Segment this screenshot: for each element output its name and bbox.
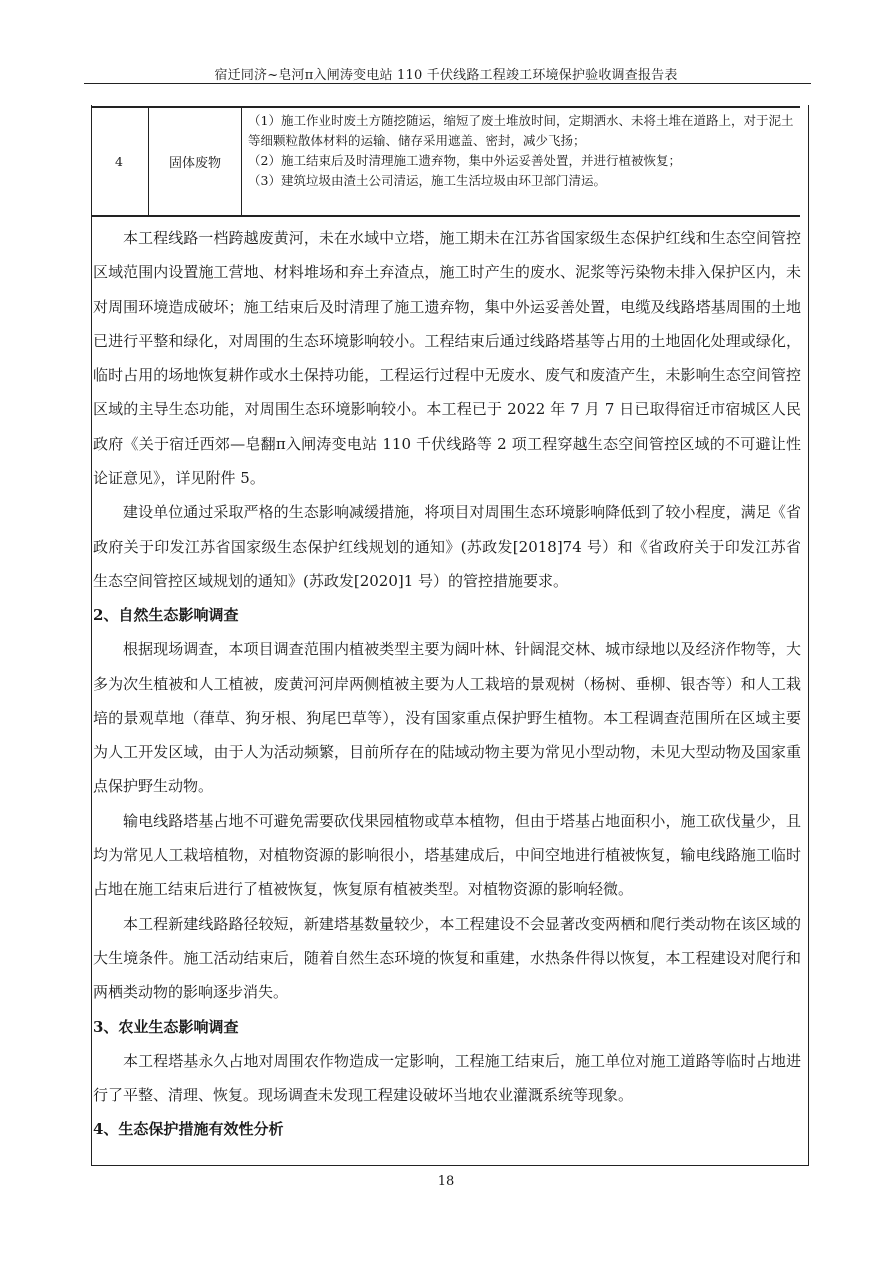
- page-number: 18: [437, 1174, 455, 1189]
- section-heading: 4、生态保护措施有效性分析: [93, 1120, 284, 1139]
- paragraph: 本工程新建线路路径较短，新建塔基数量较少，本工程建设不会显著改变两栖和爬行类动物在该区域的大生境条件。施工活动结束后，随着自然生态环境的恢复和重建，水热条件得以恢复，本工程建设对爬行和两栖类动物的影响逐步消失。: [93, 914, 801, 1002]
- measure-item: （1）施工作业时废土方随挖随运，缩短了废土堆放时间，定期洒水、未将土堆在道路上，对于泥土等细颗粒散体材料的运输、储存采用遮盖、密封，减少飞扬；: [248, 113, 794, 148]
- measure-item: （3）建筑垃圾由渣土公司清运，施工生活垃圾由环卫部门清运。: [248, 173, 606, 188]
- paragraph: 建设单位通过采取严格的生态影响减缓措施，将项目对周围生态环境影响降低到了较小程度，满足《省政府关于印发江苏省国家级生态保护红线规划的通知》(苏政发[2018]74 号）和《省政府关于印发江苏省生态空间管控区域规划的通知》(苏政发[2020]1 号）的管控措施要求。: [93, 503, 801, 590]
- section-heading: 3、农业生态影响调查: [93, 1017, 239, 1036]
- report-header-title: 宿迁同济~皂河π入闸涛变电站 110 千伏线路工程竣工环境保护验收调查报告表: [214, 68, 678, 83]
- paragraph: 输电线路塔基占地不可避免需要砍伐果园植物或草本植物，但由于塔基占地面积小，施工砍伐量少，且均为常见人工栽培植物，对植物资源的影响很小，塔基建成后，中间空地进行植被恢复，输电线路施工临时占地在施工结束后进行了植被恢复，恢复原有植被类型。对植物资源的影响轻微。: [93, 811, 801, 899]
- measures-table: [91, 107, 800, 217]
- row-category: 固体废物: [148, 107, 242, 215]
- paragraph: 根据现场调查，本项目调查范围内植被类型主要为阔叶林、针阔混交林、城市绿地以及经济作物等，大多为次生植被和人工植被，废黄河河岸两侧植被主要为人工栽培的景观树（杨树、垂柳、银杏等）和人工栽培的景观草地（葎草、狗牙根、狗尾巴草等），没有国家重点保护野生植物。本工程调查范围所在区域主要为人工开发区域，由于人为活动频繁，目前所存在的陆域动物主要为常见小型动物，未见大型动物及国家重点保护野生动物。: [93, 640, 801, 796]
- paragraph: 本工程塔基永久占地对周围农作物造成一定影响，工程施工结束后，施工单位对施工道路等临时占地进行了平整、清理、恢复。现场调查未发现工程建设破坏当地农业灌溉系统等现象。: [93, 1051, 801, 1104]
- measure-item: （2）施工结束后及时清理施工遗弃物，集中外运妥善处置，并进行植被恢复；: [248, 153, 681, 168]
- row-measures: [242, 111, 798, 191]
- paragraph: 本工程线路一档跨越废黄河，未在水域中立塔，施工期未在江苏省国家级生态保护红线和生态空间管控区域范围内设置施工营地、材料堆场和弃土弃渣点，施工时产生的废水、泥浆等污染物未排入保护区内，未对周围环境造成破坏；施工结束后及时清理了施工遗弃物，集中外运妥善处置，电缆及线路塔基周围的土地已进行平整和绿化，对周围的生态环境影响较小。工程结束后通过线路塔基等占用的土地固化处理或绿化，临时占用的场地恢复耕作或水土保持功能，工程运行过程中无废水、废气和废渣产生，未影响生态空间管控区域的主导生态功能，对周围生态环境影响较小。本工程已于 2022 年 7 月 7 日已取得宿迁市宿城区人民政府《关于宿迁西郊—皂翻π入闸涛变电站 110 千伏线路等 2 项工程穿越生态空间管控区域的不可避让性论证意见》，详见附件 5。: [93, 229, 801, 488]
- section-heading: 2、自然生态影响调查: [93, 606, 239, 625]
- row-number: 4: [115, 153, 123, 169]
- report-body: [93, 221, 801, 1146]
- header-rule: [84, 83, 811, 84]
